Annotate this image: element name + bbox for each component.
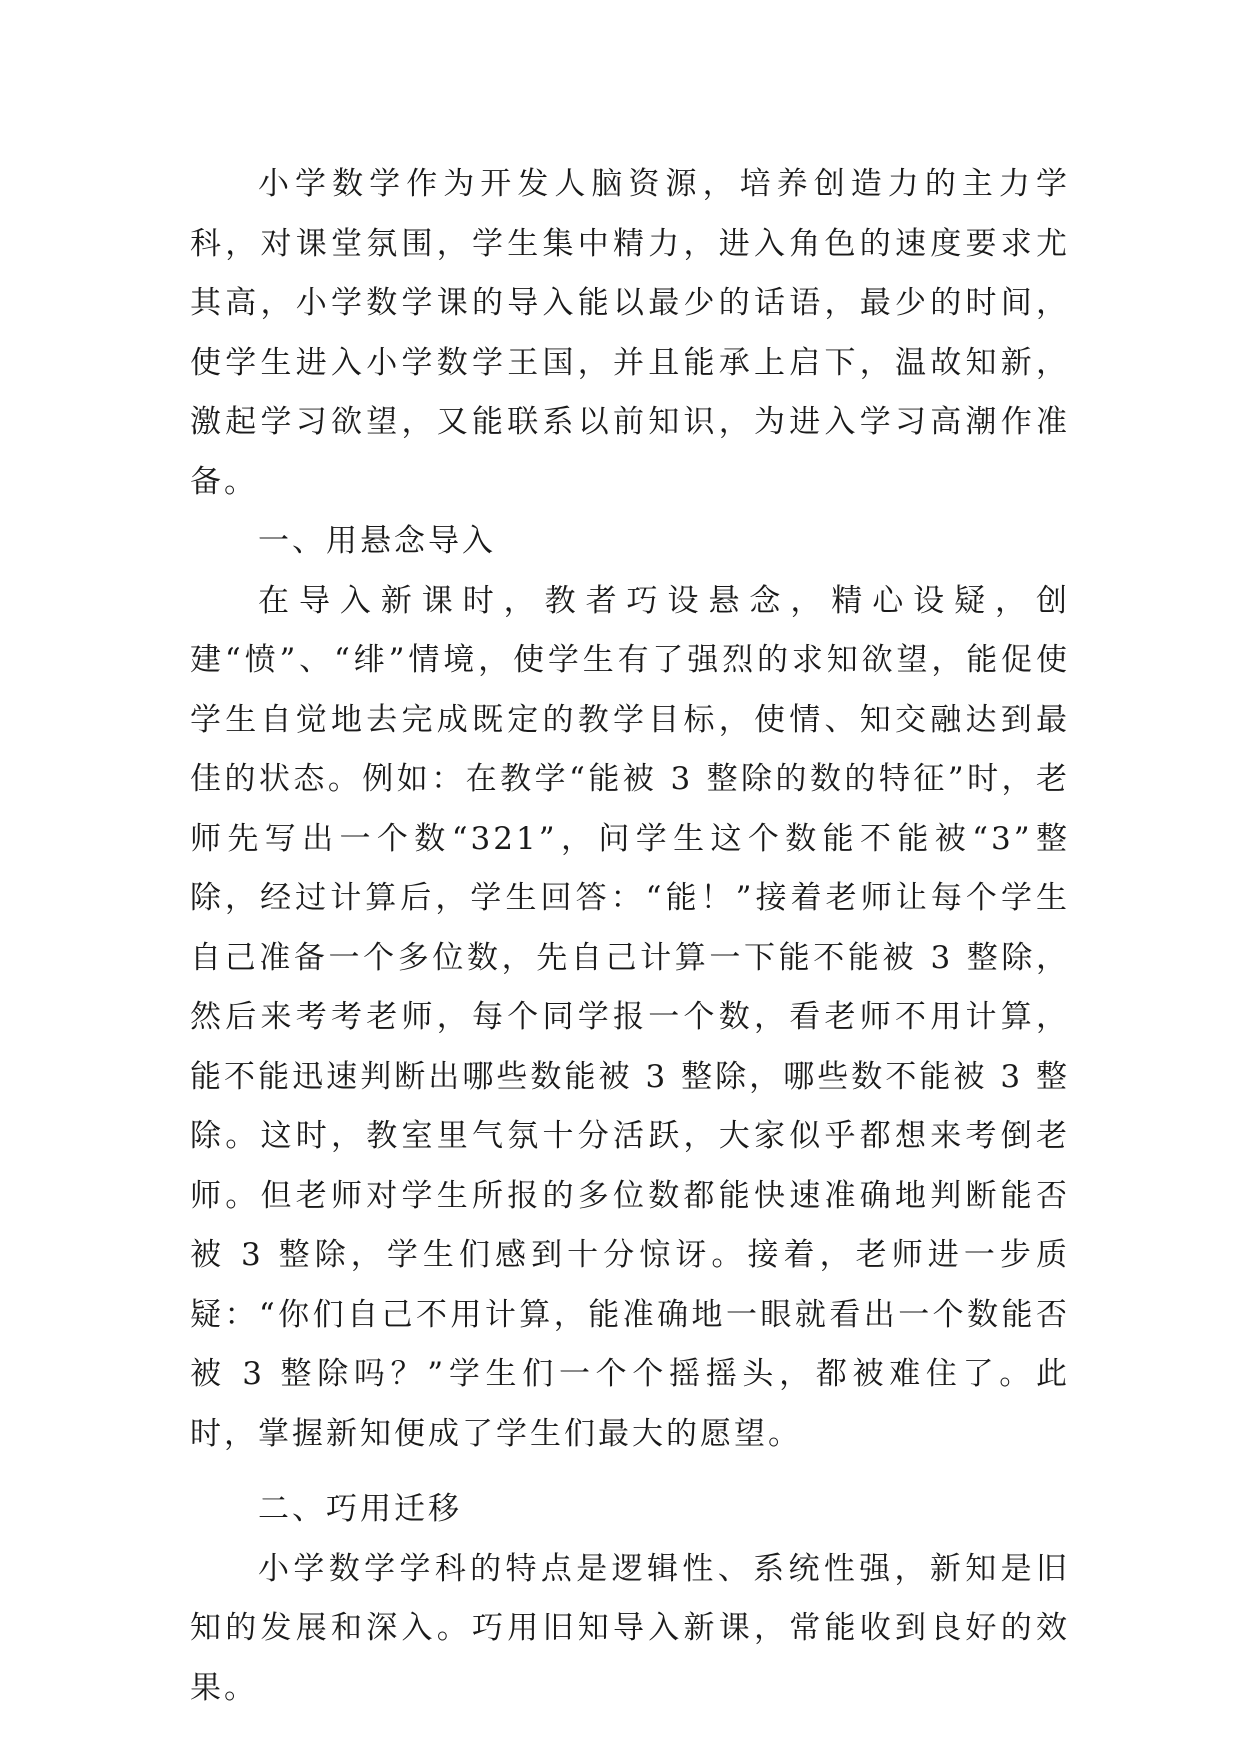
document-body <box>190 155 1070 1718</box>
intro-paragraph: 小学数学作为开发人脑资源，培养创造力的主力学科，对课堂氛围，学生集中精力，进入角色的速度要求尤其高，小学数学课的导入能以最少的话语，最少的时间，使学生进入小学数学王国，并且能承上启下，温故知新，激起学习欲望，又能联系以前知识，为进入学习高潮作准备。 <box>190 166 1070 500</box>
section-heading-1: 一、用悬念导入 <box>258 523 496 559</box>
paragraph-spacer <box>190 1464 1070 1480</box>
section-1-paragraph: 在导入新课时，教者巧设悬念，精心设疑，创建“愤”、“绯”情境，使学生有了强烈的求知欲望，能促使学生自觉地去完成既定的教学目标，使情、知交融达到最佳的状态。例如：在教学“能被 3 整除的数的特征”时，老师先写出一个数“321”，问学生这个数能不能被“3”整除，经过计算后，学生回答：“能！”接着老师让每个学生自己准备一个多位数，先自己计算一下能不能被 3 整除，然后来考考老师，每个同学报一个数，看老师不用计算，能不能迅速判断出哪些数能被 3 整除，哪些数不能被 3 整除。这时，教室里气氛十分活跃，大家似乎都想来考倒老师。但老师对学生所报的多位数都能快速准确地判断能否被 3 整除，学生们感到十分惊讶。接着，老师进一步质疑：“你们自己不用计算，能准确地一眼就看出一个数能否被 3 整除吗？”学生们一个个摇摇头，都被难住了。此时，掌握新知便成了学生们最大的愿望。 <box>190 582 1071 1452</box>
section-heading-2: 二、巧用迁移 <box>258 1491 462 1527</box>
section-2-paragraph: 小学数学学科的特点是逻辑性、系统性强，新知是旧知的发展和深入。巧用旧知导入新课，常能收到良好的效果。 <box>190 1550 1070 1706</box>
